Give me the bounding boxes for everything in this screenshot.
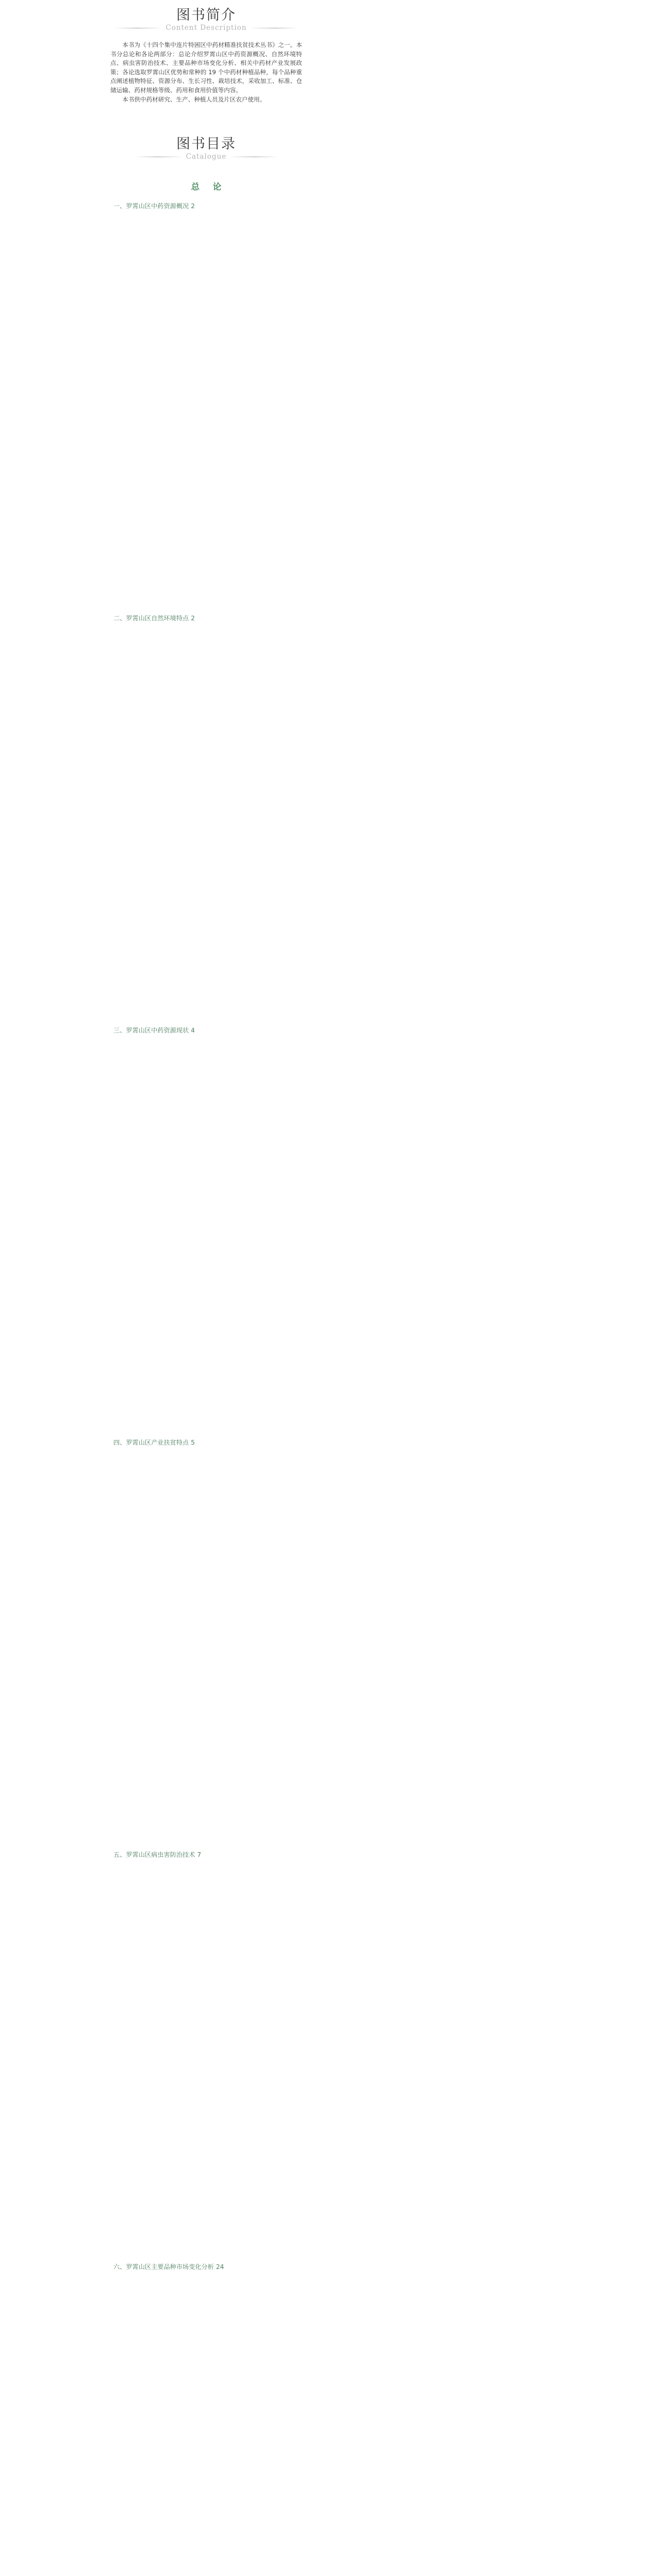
general-toc-list: [113, 200, 299, 2576]
intro-title-cn: 图书简介: [176, 7, 236, 23]
general-group-title: 总 论: [191, 182, 227, 192]
catalogue-title-rule-row: [0, 152, 412, 161]
catalogue-heading: [0, 136, 412, 161]
intro-paragraph-2: 本书供中药材研究、生产、种植人员及片区农户使用。: [122, 95, 266, 103]
toc-entry-page-number: 24: [216, 2263, 224, 2271]
intro-title-rule-row: [0, 24, 412, 32]
toc-entry[interactable]: [113, 2261, 299, 2576]
toc-entry-label: 三、罗霄山区中药资源现状: [113, 1027, 189, 1035]
content-description-heading: [0, 0, 412, 32]
toc-entry-page-number: 2: [191, 202, 195, 210]
toc-entry-label: 五、罗霄山区病虫害防治技术: [113, 1851, 195, 1859]
toc-entry-label: 二、罗霄山区自然环境特点: [113, 615, 189, 622]
intro-title-en: Content Description: [165, 24, 247, 32]
toc-entry-label: 六、罗霄山区主要品种市场变化分析: [113, 2263, 214, 2271]
intro-paragraph-1: 本书为《十四个集中连片特困区中药材精准扶贫技术丛书》之一。本书分总论和各论两部分：总论介绍罗霄山区中药资源概况、自然环境特点、病虫害防治技术、主要品种市场变化分析、相关中药材产业发展政策；各论选取罗霄山区优势和常种的 19 个中药材种植品种，每个品种重点阐述植物特征、资源分布、生长习性、栽培技术，采收加工、标准、仓储运输、药材规格等级、药用和食用价值等内容。: [110, 41, 302, 94]
toc-entry[interactable]: [113, 613, 299, 1025]
toc-entry-page-number: 2: [191, 615, 195, 622]
toc-entry-page-number: 7: [197, 1851, 202, 1859]
intro-paragraphs: [110, 41, 302, 104]
toc-entry[interactable]: [113, 1437, 299, 1849]
catalogue-title-en: Catalogue: [186, 152, 227, 161]
toc-entry[interactable]: [113, 1025, 299, 1437]
catalogue-body: [113, 180, 299, 2576]
catalogue-title-cn: 图书目录: [176, 136, 236, 152]
toc-entry-label: 四、罗霄山区产业扶贫特点: [113, 1439, 189, 1447]
toc-entry-label: 一、罗霄山区中药资源概况: [113, 202, 189, 210]
toc-entry-page-number: 4: [191, 1027, 195, 1035]
toc-entry-page-number: 5: [191, 1439, 195, 1447]
toc-entry[interactable]: [113, 200, 299, 613]
toc-entry[interactable]: [113, 1849, 299, 2261]
